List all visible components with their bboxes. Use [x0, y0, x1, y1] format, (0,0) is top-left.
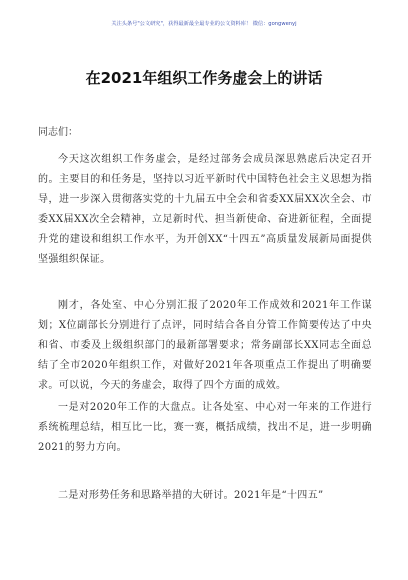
paragraph-1: 今天这次组织工作务虚会，是经过部务会成员深思熟虑后决定召开的。主要目的和任务是，坚持以习近平新时代中国特色社会主义思想为指导，进一步深入贯彻落实党的十九届五中全会和省委XX届XX次全会、市委XX届XX次全会精神，立足新时代、担当新使命、奋进新征程，全面提升党的建设和组织工作水平，为开创XX“十四五”高质量发展新局面提供坚强组织保证。	[38, 154, 372, 265]
promo-banner: 关注头条号"公文研究"，获得最新最全最专业的公文资料库！ 微信：gongwenyj	[111, 21, 297, 27]
salutation: 同志们：	[38, 127, 78, 138]
paragraph-4: 二是对形势任务和思路举措的大研讨。2021年是“十四五”	[58, 490, 324, 501]
paragraph-3: 一是对2020年工作的大盘点。让各处室、中心对一年来的工作进行系统梳理总结，相互比一比，赛一赛，概括成绩，找出不足，进一步明确2021的努力方向。	[38, 402, 372, 453]
document-title: 在2021年组织工作务虚会上的讲话	[85, 69, 323, 87]
paragraph-2: 刚才，各处室、中心分别汇报了2020年工作成效和2021年工作谋划；X位副部长分别进行了点评，同时结合各自分管工作简要传达了中央和省、市委及上级组织部门的最新部署要求；常务副部长XX同志全面总结了全市2020年组织工作，对做好2021年各项重点工作提出了明确要求。可以说，今天的务虚会，取得了四个方面的成效。	[38, 300, 372, 391]
